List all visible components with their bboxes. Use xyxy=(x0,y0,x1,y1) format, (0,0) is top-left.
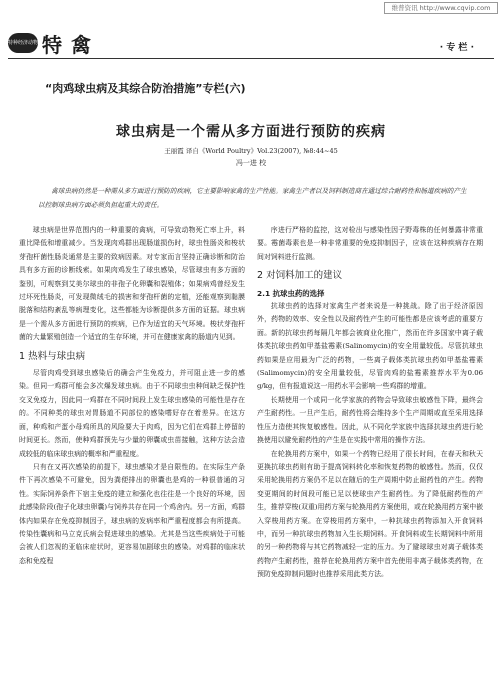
article-author: 冯一进 校 xyxy=(235,159,267,167)
watermark: 维普资讯 http://www.cqvip.com xyxy=(384,2,498,14)
subsection-heading-2-1: 2.1 抗球虫药的选择 xyxy=(257,288,325,298)
right-paragraph-4: 在轮换用药方案中，如果一个药物已经用了很长时间，在春天和秋天更换抗球虫药则有助于提高饲料转化率和恢复药物的敏感性。然而，仅仅采用轮换用药方案仍不足以在随后的生产周期中防止耐药性的产生。药物变更期间的时间段可能已足以使球虫产生耐药性。为了降低耐药性的产生，推荐穿梭(双重)用药方案与轮换用药方案使用，或在轮换用药方案中嵌入穿梭用药方案。在穿梭用药方案中，一种抗球虫药物添加入开食饲料中，而另一种抗球虫药物加入生长期饲料。开食饲料或生长期饲料中所用的另一种药物将与其它药物减轻一定的压力。为了避球球虫对离子载体类药物产生耐药性，推荐在轮换用药方案中首先使用非离子载体类药物，在预防免疫抑制问题时也推荐采用此类方法。 xyxy=(257,449,483,579)
logo-text: 特 禽 xyxy=(42,32,92,57)
right-paragraph-2: 抗球虫药的选择对家禽生产者来说是一种挑战。除了出于经济原因外，药物的效率、安全性以及耐药性产生的可能性都是应该考虑的重要方面。新的抗球虫药每隔几年都会被商业化推广，然而在许多国家中离子载体类抗球虫药如甲基盐霉素(Salinomycin)的安全用量较低。尽管抗球虫药如果是应用最为广泛的药物，一些离子载体类抗球虫药如甲基盐霉素(Salimomycin)的安全用量较低，尽管肉鸡的盐霉素推荐水平为0.06 g/kg，但有报道说这一用药水平会影响一些鸡群的增重。 xyxy=(257,302,483,391)
right-column xyxy=(257,224,483,582)
logo-badge: 特种经济动物 xyxy=(8,33,38,53)
journal-logo xyxy=(8,30,92,56)
section-tag: · 专 栏 · xyxy=(439,43,474,53)
article-abstract: 禽球虫病仍然是一种需从多方面进行预防的疾病，它主要影响家禽的生产性能。家禽生产者以及饲料制造商在通过综合耐药性和肠道疾病的产生以控制球虫病方面必须负担起重大的责任。 xyxy=(38,187,467,209)
header-rule xyxy=(8,58,494,59)
left-paragraph-1: 球虫病是世界范围内的一种重要的禽病，可导致动物死亡率上升，料重比降低和增重减少。当发现肉鸡群出现肠道损伤时，球虫性肠炎和梭状芽孢杆菌性肠炎通常是主要的致病因素。对专家而言坚持正确诊断和防治具有多方面的诊断线索。如果肉鸡发生了球虫感染，尽管球虫有多方面的鉴别，可观察到艾美尔球虫的非孢子化卵囊和裂殖体；如果病鸡曾经发生过坏死性肠炎，可发现微绒毛的损害和芽孢杆菌的定植，还能观察到黏膜脱落和结构紊乱等病理变化，这些都能为诊断提供多方面的证据。球虫病是一个需从多方面进行预防的疾病，已作为适宜的天气环境。梭状芽孢杆菌的大量繁殖创造一个适宜的生存环境，并可在健康家禽的肠道内见到。 xyxy=(19,226,245,342)
article-citation: 王丽霞 译自《World Poultry》Vol.23(2007), №8:44~45 xyxy=(164,147,338,155)
right-paragraph-1: 序进行严格的监控，这对检出与感染性因子野毒株的任何暴露非常重要。霉菌毒素也是一种非常重要的免疫抑制因子，应该在这种疾病存在期间对饲料进行监测。 xyxy=(257,226,483,261)
left-column xyxy=(19,224,245,568)
right-paragraph-3: 长期使用一个或同一化学家族的药物会导致球虫敏感性下降，最终会产生耐药性。一旦产生后，耐药性将会维持多个生产周期或直至采用选择性压力造使其恢复敏感性。因此，从不同化学家族中选择抗球虫药进行轮换使用以避免耐药性的产生是在实践中常用的操作方法。 xyxy=(257,395,483,445)
section-heading-1: 1 热料与球虫病 xyxy=(19,350,86,362)
left-paragraph-2: 尽管肉鸡受到球虫感染后的确会产生免疫力，并可阻止进一步的感染。但同一鸡群可能会多次爆发球虫病。由于不同球虫虫种间缺乏保护性交叉免疫力，因此同一鸡群在不同时间段上发生球虫感染的可能性是存在的。不同种类的球虫对胃肠道不同部位的感染嗜好存在着差异。在这方面，种鸡和产蛋小母鸡所具的风险要大于肉鸡，因为它们在鸡群上停留的时间更长。然而，使种鸡群预先与少量的卵囊或虫苗接触，这种方法会造成较低的临床球虫病的概率和严重程度。 xyxy=(19,369,245,458)
article-title: 球虫病是一个需从多方面进行预防的疾病 xyxy=(116,124,386,140)
journal-header xyxy=(8,30,494,58)
column-title: “肉鸡球虫病及其综合防治措施”专栏(六) xyxy=(45,82,246,95)
left-paragraph-3: 只有在又再次感染的前提下，球虫感染才是自限性的。在实际生产条件下再次感染不可避免，因为粪便排出的卵囊也是鸡的一种很普通的习性。实际饲养条件下宿主免疫的建立和强化也往往是一个良好的环境，因此感染阶段(孢子化球虫卵囊)与饲养共存在同一个鸡舍内。另一方面，鸡群体内如果存在免疫抑制因子，球虫病的发病率和严重程度都会有所提高。传染性囊病和马立克氏病会促进球虫的感染。尤其是当这些疾病处于可能会被人们忽视的亚临床症状时，更容易加剧球虫的感染。对鸡群的临床状态和免疫程 xyxy=(19,462,245,565)
section-heading-2: 2 对饲料加工的建议 xyxy=(257,270,343,282)
